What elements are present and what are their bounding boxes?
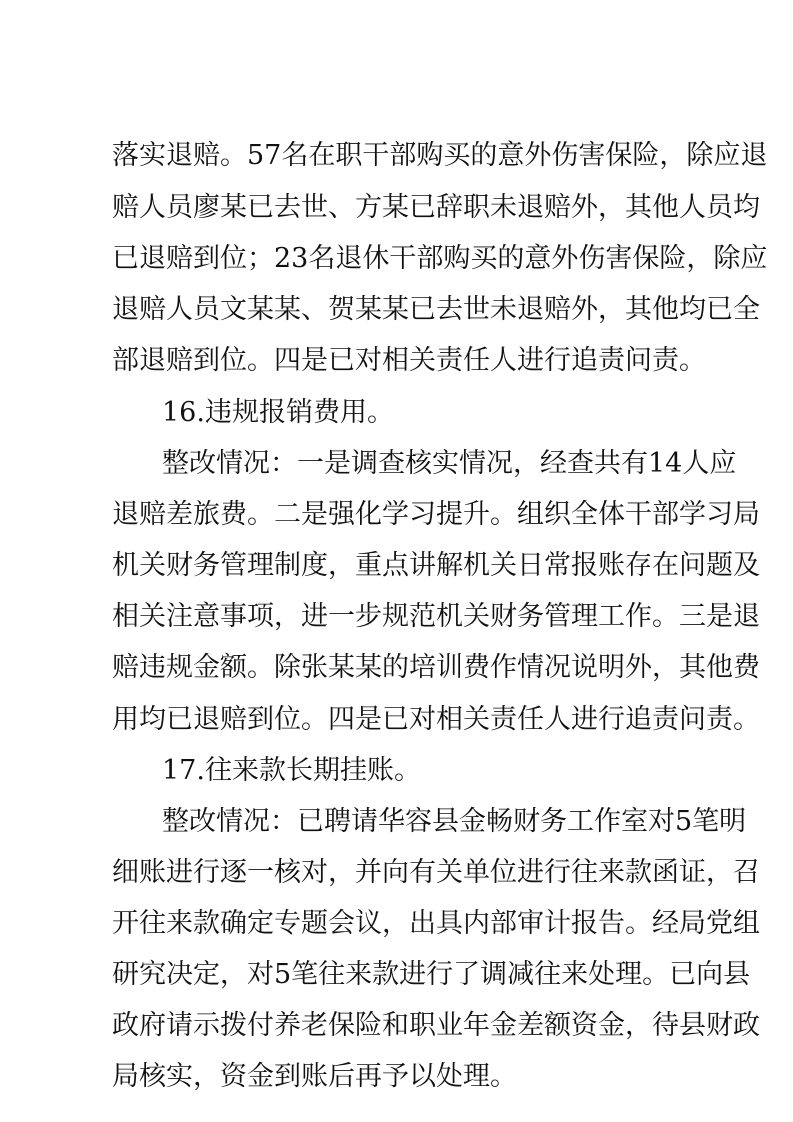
- text-line: 细账进行逐一核对，并向有关单位进行往来款函证，召: [112, 857, 760, 888]
- text-line: 退赔人员文某某、贺某某已去世未退赔外，其他均已全: [112, 294, 760, 325]
- section-heading: 16.违规报销费用。: [162, 397, 394, 428]
- text-line: 相关注意事项，进一步规范机关财务管理工作。三是退: [112, 601, 760, 632]
- text-line: 研究决定，对5笔往来款进行了调减往来处理。已向县: [112, 959, 751, 990]
- text-line: 局核实，资金到账后再予以处理。: [112, 1061, 517, 1092]
- text-line: 用均已退赔到位。四是已对相关责任人进行追责问责。: [112, 704, 760, 735]
- text-line: 整改情况：一是调查核实情况，经查共有14人应: [162, 448, 737, 479]
- text-line: 机关财务管理制度，重点讲解机关日常报账存在问题及: [112, 550, 760, 581]
- text-line: 开往来款确定专题会议，出具内部审计报告。经局党组: [112, 908, 760, 939]
- text-line: 赔人员廖某已去世、方某已辞职未退赔外，其他人员均: [112, 192, 760, 223]
- text-line: 落实退赔。57名在职干部购买的意外伤害保险，除应退: [112, 140, 768, 171]
- text-line: 政府请示拨付养老保险和职业年金差额资金，待县财政: [112, 1010, 760, 1041]
- section-heading: 17.往来款长期挂账。: [162, 755, 421, 786]
- text-line: 赔违规金额。除张某某的培训费作情况说明外，其他费: [112, 652, 760, 683]
- text-line: 部退赔到位。四是已对相关责任人进行追责问责。: [112, 345, 706, 376]
- text-line: 整改情况：已聘请华容县金畅财务工作室对5笔明: [162, 806, 747, 837]
- text-line: 已退赔到位；23名退休干部购买的意外伤害保险，除应: [112, 243, 768, 274]
- text-line: 退赔差旅费。二是强化学习提升。组织全体干部学习局: [112, 499, 760, 530]
